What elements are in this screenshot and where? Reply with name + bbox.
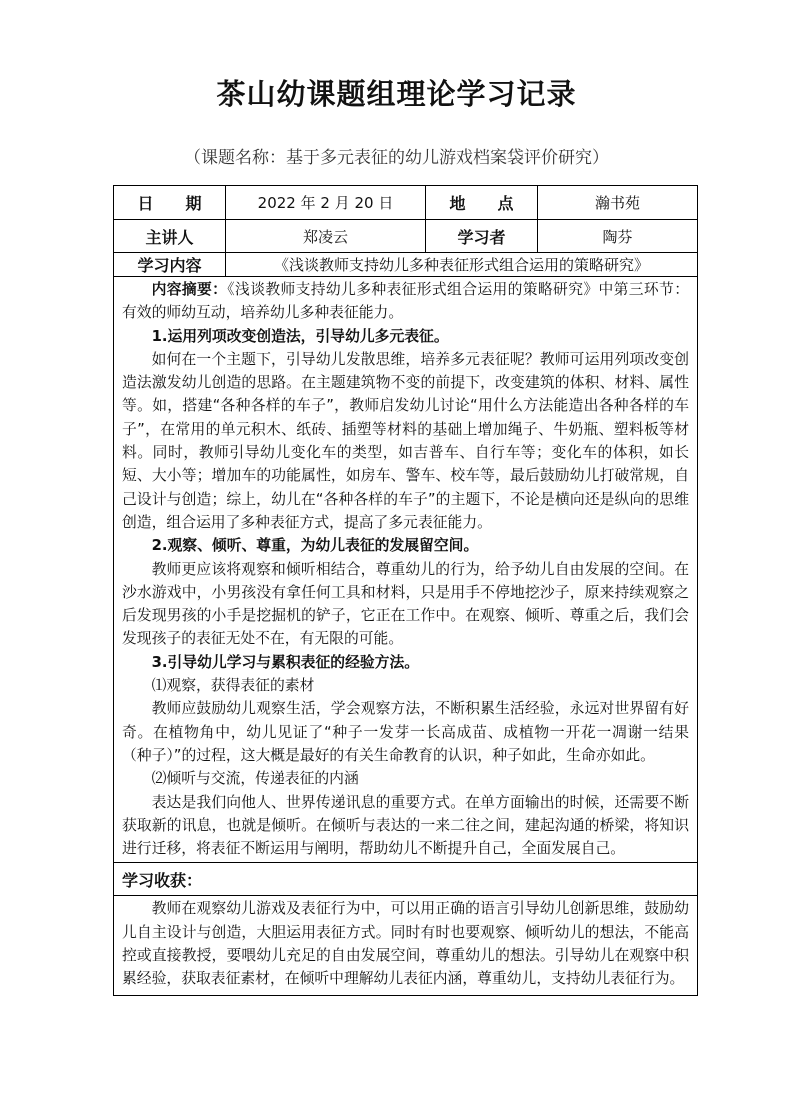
subsection-paragraph-1: 教师应鼓励幼儿观察生活，学会观察方法，不断积累生活经验，永远对世界留有好奇。在植物角中，幼儿见证了“种子一发芽一长高成苗、成植物一开花一凋谢一结果（种子）”的过程，这大概是最好的有关生命教育的认识，种子如此，生命亦如此。 [122,700,689,764]
topic-value: 《浅谈教师支持幼儿多种表征形式组合运用的策略研究》 [226,253,698,277]
speaker-value: 郑凌云 [226,220,426,253]
speaker-label: 主讲人 [114,220,226,253]
place-label: 地 点 [426,186,538,220]
section-heading-1: 1.运用列项改变创造法，引导幼儿多元表征。 [151,327,449,345]
record-row-content [114,277,698,863]
topic-label: 学习内容 [114,253,226,277]
section-heading-3: 3.引导幼儿学习与累积表征的经验方法。 [151,653,420,671]
date-label: 日 期 [114,186,226,220]
learner-label: 学习者 [426,220,538,253]
record-row-gains [114,896,698,995]
record-table [113,185,698,996]
record-row-gains-head [114,863,698,896]
section-heading-2: 2.观察、倾听、尊重，为幼儿表征的发展留空间。 [151,537,479,555]
page-title: 茶山幼课题组理论学习记录 [216,77,577,111]
summary-text: 《浅谈教师支持幼儿多种表征形式组合运用的策略研究》中第三环节：有效的师幼互动，培养幼儿多种表征能力。 [122,281,689,322]
section-paragraph-1: 如何在一个主题下，引导幼儿发散思维，培养多元表征呢？教师可运用列项改变创造法激发幼儿创造的思路。在主题建筑物不变的前提下，改变建筑的体积、材料、属性等。如，搭建“各种各样的车子”，教师启发幼儿讨论“用什么方法能造出各种各样的车子”，在常用的单元积木、纸砖、插塑等材料的基础上增加绳子、牛奶瓶、塑料板等材料。同时，教师引导幼儿变化车的类型，如吉普车、自行车等；变化车的体积，如长短、大小等；增加车的功能属性，如房车、警车、校车等，最后鼓励幼儿打破常规，自己设计与创造；综上，幼儿在“各种各样的车子”的主题下，不论是横向还是纵向的思维创造，组合运用了多种表征方式，提高了多元表征能力。 [122,350,689,531]
page-subtitle: （课题名称：基于多元表征的幼儿游戏档案袋评价研究） [184,148,609,168]
gains-label: 学习收获： [114,863,698,896]
place-value: 瀚书苑 [538,186,698,220]
gains-paragraph: 教师在观察幼儿游戏及表征行为中，可以用正确的语言引导幼儿创新思维，鼓励幼儿自主设计与创造，大胆运用表征方式。同时有时也要观察、倾听幼儿的想法，不能高控或直接教授，要喂幼儿充足的自由发展空间，尊重幼儿的想法。引导幼儿在观察中积累经验，获取表征素材，在倾听中理解幼儿表征内涵，尊重幼儿，支持幼儿表征行为。 [122,900,689,988]
subsection-paragraph-2: 表达是我们向他人、世界传递讯息的重要方式。在单方面输出的时候，还需要不断获取新的讯息，也就是倾听。在倾听与表达的一来二往之间，建起沟通的桥梁，将知识进行迁移，将表征不断运用与阐明，帮助幼儿不断提升自己，全面发展自己。 [122,793,689,858]
learner-value: 陶芬 [538,220,698,253]
gains-cell [114,896,698,995]
date-value: 2022 年 2 月 20 日 [226,186,426,220]
subsection-heading-1: ⑴观察，获得表征的素材 [151,677,315,695]
summary-label: 内容摘要： [151,281,228,298]
section-paragraph-2: 教师更应该将观察和倾听相结合，尊重幼儿的行为，给予幼儿自由发展的空间。在沙水游戏中，小男孩没有拿任何工具和材料，只是用手不停地挖沙子，原来持续观察之后发现男孩的小手是挖掘机的铲子，它正在工作中。在观察、倾听、尊重之后，我们会发现孩子的表征无处不在，有无限的可能。 [122,560,689,648]
record-row-people [114,220,698,253]
record-row-date [114,186,698,220]
subsection-heading-2: ⑵倾听与交流，传递表征的内涵 [151,770,359,788]
summary-paragraph [122,278,689,325]
content-cell [114,277,698,863]
record-row-topic [114,253,698,277]
